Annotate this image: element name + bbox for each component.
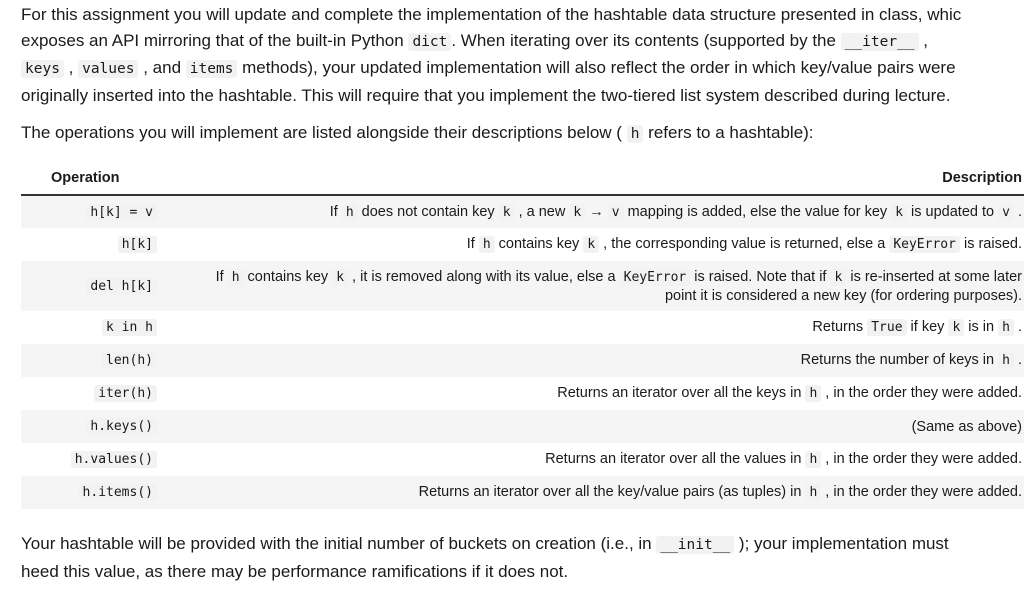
operation-cell (21, 261, 163, 311)
intro-text: exposes an API mirroring that of the built-in Python (21, 30, 409, 50)
ops-intro-text: refers to a hashtable): (643, 123, 814, 142)
operation-cell (21, 377, 163, 410)
intro-text: For this assignment you will update and complete the implementation of the hashtable data structure presented in class, whic (21, 5, 962, 24)
inline-code: v (608, 204, 624, 221)
inline-code: h (998, 319, 1014, 336)
operations-table (21, 162, 1024, 509)
operation-cell (21, 195, 163, 228)
operation-code: del h[k] (86, 278, 157, 295)
table-row (21, 228, 1024, 261)
description-cell: If h contains key k , it is removed along with its value, else a KeyError is raised. Note that if k is re-inserted at some later point it is considered a new key (for ordering purposes). (215, 268, 1022, 304)
operation-code: h.keys() (86, 418, 157, 435)
table-row (21, 261, 1024, 311)
operation-code: h.values() (71, 451, 157, 468)
inline-code: k (830, 269, 846, 286)
inline-code: k (332, 269, 348, 286)
intro-text: methods), your updated implementation will also reflect the order in which key/value pairs were (237, 58, 956, 77)
closing-line-2 (21, 559, 1024, 585)
inline-code: KeyError (620, 269, 691, 286)
operation-code: h.items() (79, 484, 157, 501)
intro-line-1 (21, 2, 1024, 28)
inline-code: h (479, 236, 495, 253)
code-iter: __iter__ (841, 33, 919, 51)
intro-paragraph (21, 2, 1024, 108)
code-values: values (78, 60, 138, 78)
inline-code: h (805, 385, 821, 402)
code-items: items (186, 60, 238, 78)
ops-intro-text: The operations you will implement are listed alongside their descriptions below ( (21, 123, 627, 142)
operation-code: len(h) (102, 352, 157, 369)
operation-cell (21, 228, 163, 261)
table-row (21, 377, 1024, 410)
intro-text: . When iterating over its contents (supported by the (451, 30, 841, 50)
table-row (21, 443, 1024, 476)
table-row (21, 410, 1024, 443)
intro-line-4 (21, 83, 1024, 109)
inline-code: h (228, 269, 244, 286)
operation-cell (21, 476, 163, 509)
closing-line-1 (21, 531, 1024, 559)
inline-code: h (805, 484, 821, 501)
intro-text: , (63, 58, 79, 77)
inline-code: k (499, 204, 515, 221)
description-cell: Returns an iterator over all the keys in h , in the order they were added. (557, 385, 1022, 401)
closing-paragraph (21, 531, 1024, 584)
inline-code: v (998, 204, 1014, 221)
operation-code: k in h (102, 319, 157, 336)
table-row (21, 311, 1024, 344)
intro-text: originally inserted into the hashtable. This will require that you implement the two-tiered list system described during lecture. (21, 85, 951, 105)
intro-line-2 (21, 28, 1024, 56)
code-dict: dict (408, 33, 451, 51)
inline-code: k (569, 204, 585, 221)
closing-text: Your hashtable will be provided with the initial number of buckets on creation (i.e., in (21, 534, 657, 553)
description-cell: Returns True if key k is in h . (812, 319, 1022, 335)
header-description: Description (163, 162, 1024, 195)
operation-code: h[k] (118, 236, 157, 253)
table-row (21, 195, 1024, 228)
intro-line-3 (21, 55, 1024, 83)
operation-cell (21, 443, 163, 476)
description-cell: Returns an iterator over all the values in h , in the order they were added. (545, 451, 1022, 467)
code-init: __init__ (656, 536, 734, 554)
inline-code: h (998, 352, 1014, 369)
table-row (21, 344, 1024, 377)
intro-text: , (918, 30, 928, 50)
operation-code: h[k] = v (86, 204, 157, 221)
inline-code: KeyError (889, 236, 960, 253)
table-row (21, 476, 1024, 509)
description-cell: Returns the number of keys in h . (800, 352, 1022, 368)
description-cell: Returns an iterator over all the key/value pairs (as tuples) in h , in the order they were added. (418, 484, 1022, 500)
operation-cell (21, 410, 163, 443)
inline-code: h (342, 204, 358, 221)
description-cell: (Same as above) (911, 418, 1022, 435)
closing-text: heed this value, as there may be performance ramifications if it does not. (21, 561, 569, 581)
code-keys: keys (21, 60, 64, 78)
description-cell: If h does not contain key k , a new k → v mapping is added, else the value for key k is updated to v . (329, 203, 1022, 220)
inline-code: k (891, 204, 907, 221)
intro-text: , and (138, 58, 186, 77)
inline-code: h (805, 451, 821, 468)
operations-intro (21, 120, 1024, 148)
description-cell: If h contains key k , the corresponding value is returned, else a KeyError is raised. (466, 236, 1022, 252)
operation-cell (21, 344, 163, 377)
header-operation: Operation (21, 162, 163, 195)
inline-code: k (583, 236, 599, 253)
closing-text: ); your implementation must (734, 534, 949, 553)
table-header-row (21, 162, 1024, 195)
inline-code: k (948, 319, 964, 336)
code-h: h (627, 125, 644, 143)
inline-code: True (867, 319, 906, 336)
operation-code: iter(h) (94, 385, 157, 402)
operation-cell (21, 311, 163, 344)
